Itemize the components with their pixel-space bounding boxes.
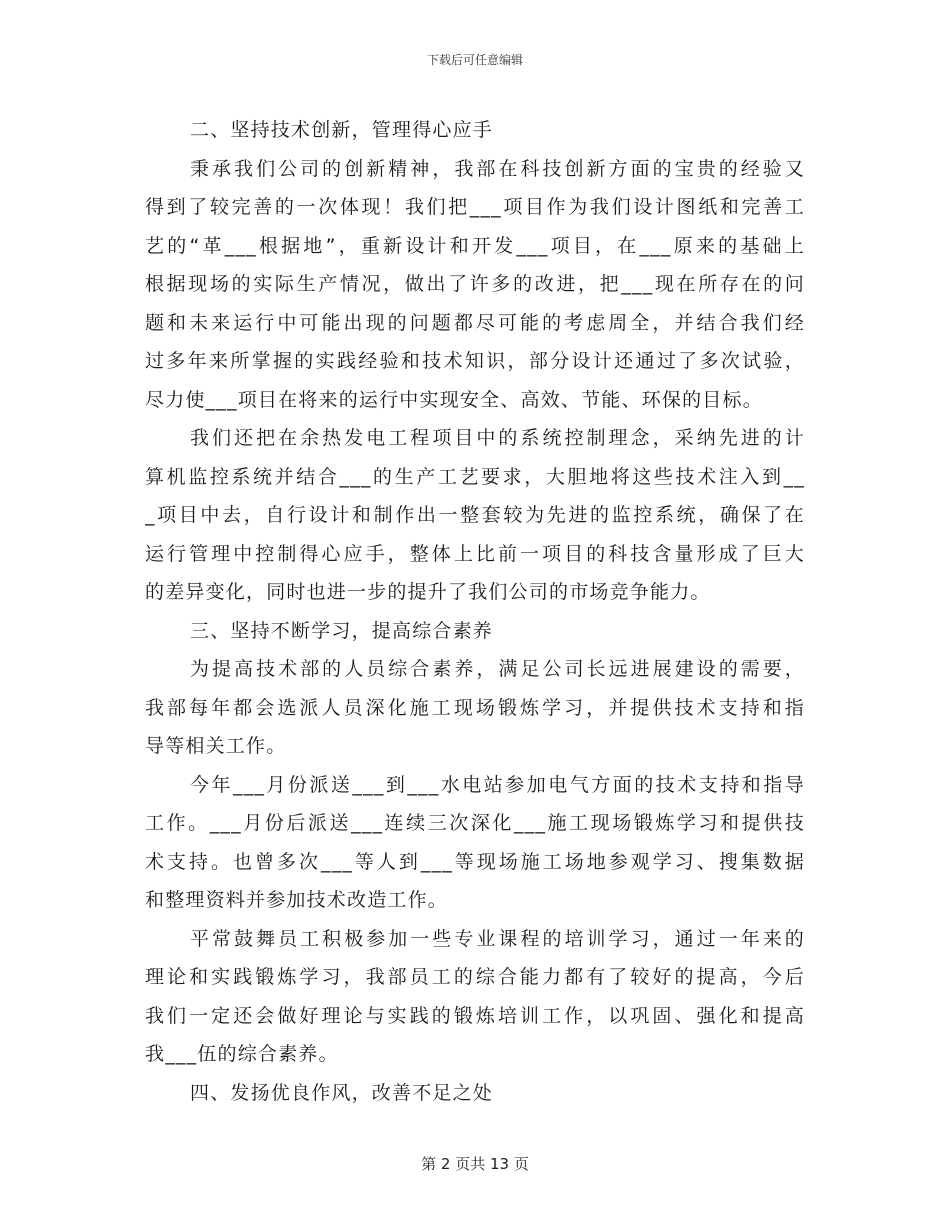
paragraph-training [145,650,805,766]
text-line: 的差异变化，同时也进一步的提升了我们公司的市场竞争能力。 [145,581,711,603]
text-line: 题和未来运行中可能出现的问题都尽可能的考虑周全，并结合我们经 [145,311,805,334]
page-header-note: 下载后可任意编辑 [426,53,523,67]
text-line: 我部每年都会选派人员深化施工现场锻炼学习，并提供技术支持和指 [145,696,805,719]
text-line: 今年___月份派送___到___水电站参加电气方面的技术支持和指导 [190,773,805,796]
paragraph-encouragement [145,920,805,1074]
text-line: 我们还把在余热发电工程项目中的系统控制理念，采纳先进的计 [190,427,805,449]
text-line: 理论和实践锻炼学习，我部员工的综合能力都有了较好的提高，今后 [145,966,805,988]
page-number-footer: 第 2 页共 13 页 [421,1155,529,1173]
paragraph-dispatch [145,766,805,920]
paragraph-innovation [145,150,805,420]
text-line: 平常鼓舞员工积极参加一些专业课程的培训学习，通过一年来的 [190,927,805,950]
text-line: 算机监控系统并结合___的生产工艺要求，大胆地将这些技术注入到__ [145,465,805,488]
text-line: 为提高技术部的人员综合素养，满足公司长远进展建设的需要， [190,658,805,680]
section-heading-4: 四、发扬优良作风，改善不足之处 [190,1081,494,1104]
paragraph-monitoring-system [145,419,805,612]
text-line: 和整理资料并参加技术改造工作。 [145,889,449,911]
text-line: 得到了较完善的一次体现！我们把___项目作为我们设计图纸和完善工 [145,196,805,218]
text-line: 过多年来所掌握的实践经验和技术知识，部分设计还通过了多次试验， [145,350,805,372]
text-line: 我们一定还会做好理论与实践的锻炼培训工作，以巩固、强化和提高 [145,1004,805,1027]
section-heading-3: 三、坚持不断学习，提高综合素养 [190,619,494,642]
text-line: 术支持。也曾多次___等人到___等现场施工场地参观学习、搜集数据 [145,850,805,873]
text-line: 我___伍的综合素养。 [145,1043,339,1065]
text-line: 工作。___月份后派送___连续三次深化___施工现场锻炼学习和提供技 [145,812,805,834]
text-line: 尽力使___项目在将来的运行中实现安全、高效、节能、环保的目标。 [145,388,763,411]
text-line: 艺的“革___根据地”，重新设计和开发___项目，在___原来的基础上 [145,234,805,257]
document-body [145,111,805,1112]
text-line: 秉承我们公司的创新精神，我部在科技创新方面的宝贵的经验又 [190,157,805,180]
text-line: 根据现场的实际生产情况，做出了许多的改进，把___现在所存在的问 [145,273,805,295]
section-heading-2: 二、坚持技术创新，管理得心应手 [190,119,494,141]
text-line: _项目中去，自行设计和制作出一整套较为先进的监控系统，确保了在 [145,504,805,526]
text-line: 运行管理中控制得心应手，整体上比前一项目的科技含量形成了巨大 [145,542,805,565]
text-line: 导等相关工作。 [145,735,287,757]
